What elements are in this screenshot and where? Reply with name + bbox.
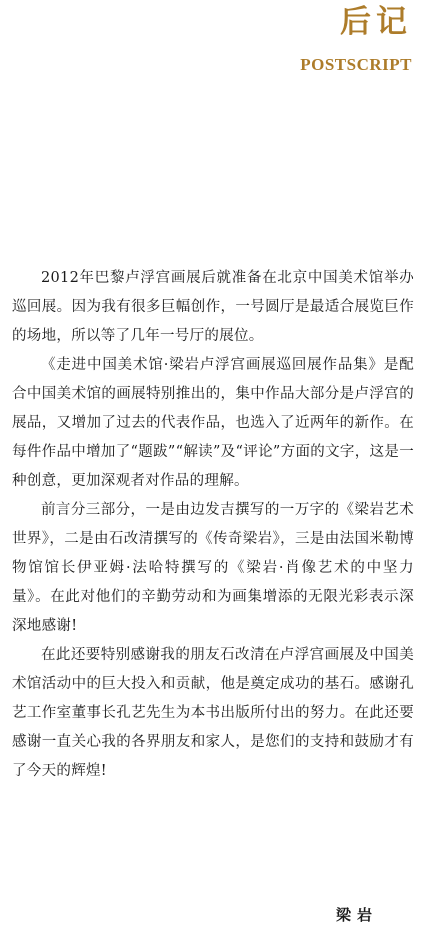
- paragraph-4: 在此还要特别感谢我的朋友石改清在卢浮宫画展及中国美术馆活动中的巨大投入和贡献，他是奠定成功的基石。感谢孔艺工作室董事长孔艺先生为本书出版所付出的努力。在此还要感谢一直关心我的各界朋友和家人，是您们的支持和鼓励才有了今天的辉煌!: [12, 647, 414, 779]
- paragraph-1: 2012年巴黎卢浮宫画展后就准备在北京中国美术馆举办巡回展。因为我有很多巨幅创作，一号圆厅是最适合展览巨作的场地，所以等了几年一号厅的展位。: [12, 270, 414, 344]
- paragraph-3: 前言分三部分，一是由边发吉撰写的一万字的《梁岩艺术世界》，二是由石改清撰写的《传奇梁岩》，三是由法国米勒博物馆馆长伊亚姆·法哈特撰写的《梁岩·肖像艺术的中坚力量》。在此对他们的辛勤劳动和为画集增添的无限光彩表示深深地感谢!: [12, 502, 414, 634]
- page-title: 后记: [340, 4, 412, 40]
- body-text: [12, 264, 414, 786]
- author-signature: 梁岩: [336, 906, 379, 924]
- paragraph-2: 《走进中国美术馆·梁岩卢浮宫画展巡回展作品集》是配合中国美术馆的画展特别推出的，集中作品大部分是卢浮宫的展品，又增加了过去的代表作品，也选入了近两年的新作。在每件作品中增加了“题跋”“解读”及“评论”方面的文字，这是一种创意，更加深观者对作品的理解。: [12, 357, 414, 489]
- page-subtitle: POSTSCRIPT: [300, 55, 412, 74]
